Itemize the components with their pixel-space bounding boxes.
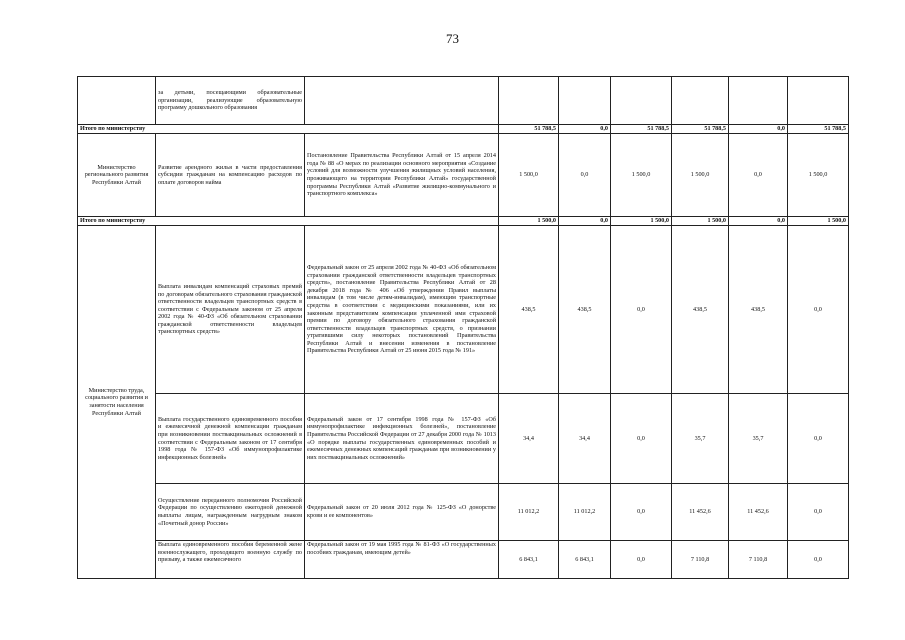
ministry-cell bbox=[78, 77, 156, 125]
total-row bbox=[78, 125, 849, 134]
value-cell: 438,5 bbox=[499, 226, 559, 394]
total-value: 0,0 bbox=[559, 217, 611, 226]
total-value: 0,0 bbox=[729, 125, 788, 134]
value-cell: 0,0 bbox=[611, 394, 672, 484]
total-label: Итого по министерству bbox=[78, 125, 499, 134]
total-value: 51 788,5 bbox=[499, 125, 559, 134]
total-value: 0,0 bbox=[559, 125, 611, 134]
value-cell: 0,0 bbox=[611, 541, 672, 579]
purpose-cell: Выплата единовременного пособия беременной жене военнослужащего, проходящего военную службу по призыву, а также ежемесячного bbox=[156, 541, 305, 579]
value-cell bbox=[788, 77, 849, 125]
table-row bbox=[78, 134, 849, 217]
total-label: Итого по министерству bbox=[78, 217, 499, 226]
basis-cell: Федеральный закон от 25 апреля 2002 года № 40-ФЗ «Об обязательном страховании гражданской ответственности владельцев транспортных средств», постановление Правительства Республики Алтай от 28 декабря 2018 года № 406 «Об утверждении Правил выплаты инвалидам (в том числе детям-инвалидам), имеющим транспортные средства в соответствии с медицинскими показаниями, или их законным представителям компенсации уплаченной ими страховой премии по договору обязательного страхования гражданской ответственности владельцев транспортных средств, о признании утратившими силу некоторых постановлений Правительства Республики Алтай и внесении изменения в постановление Правительства Республики Алтай от 25 июня 2015 года № 191» bbox=[305, 226, 499, 394]
value-cell: 0,0 bbox=[788, 484, 849, 541]
value-cell: 0,0 bbox=[611, 226, 672, 394]
value-cell: 1 500,0 bbox=[499, 134, 559, 217]
purpose-cell: Осуществление переданного полномочия Российской Федерации по осуществлению ежегодной денежной выплаты лицам, награжденным нагрудным знаком «Почетный донор России» bbox=[156, 484, 305, 541]
purpose-cell: Выплата инвалидам компенсаций страховых премий по договорам обязательного страхования гражданской ответственности владельцев транспортных средств в соответствии с Федеральным законом от 25 апреля 2002 года № 40-ФЗ «Об обязательном страховании гражданской ответственности владельцев транспортных средств» bbox=[156, 226, 305, 394]
value-cell: 0,0 bbox=[611, 484, 672, 541]
purpose-cell: Выплата государственного единовременного пособия и ежемесячной денежной компенсации гражданам при возникновении поствакцинальных осложнений в соответствии с Федеральным законом от 17 сентября 1998 года № 157-ФЗ «Об иммунопрофилактике инфекционных болезней» bbox=[156, 394, 305, 484]
value-cell: 11 452,6 bbox=[672, 484, 729, 541]
value-cell: 11 452,6 bbox=[729, 484, 788, 541]
value-cell: 35,7 bbox=[672, 394, 729, 484]
purpose-cell: Развитие арендного жилья в части предоставления субсидии гражданам на компенсацию расходов по оплате договоров найма bbox=[156, 134, 305, 217]
total-value: 51 788,5 bbox=[672, 125, 729, 134]
total-value: 51 788,5 bbox=[788, 125, 849, 134]
value-cell: 7 110,8 bbox=[729, 541, 788, 579]
value-cell: 34,4 bbox=[559, 394, 611, 484]
ministry-cell: Министерство труда, социального развития и занятости населения Республики Алтай bbox=[78, 226, 156, 579]
value-cell: 438,5 bbox=[672, 226, 729, 394]
value-cell bbox=[611, 77, 672, 125]
total-value: 0,0 bbox=[729, 217, 788, 226]
budget-table bbox=[77, 76, 849, 579]
value-cell bbox=[559, 77, 611, 125]
table-row bbox=[78, 484, 849, 541]
total-row bbox=[78, 217, 849, 226]
page-number: 73 bbox=[446, 31, 459, 46]
value-cell bbox=[672, 77, 729, 125]
total-value: 51 788,5 bbox=[611, 125, 672, 134]
total-value: 1 500,0 bbox=[672, 217, 729, 226]
purpose-cell: за детьми, посещающими образовательные организации, реализующие образовательную программу дошкольного образования bbox=[156, 77, 305, 125]
table-row bbox=[78, 541, 849, 579]
basis-cell: Постановление Правительства Республики Алтай от 15 апреля 2014 года № 88 «О мерах по реализации основного мероприятия «Создание условий для возможности улучшения жилищных условий населения, проживающего на территории Республики Алтай» государственной программы Республики Алтай «Развитие жилищно-коммунального и транспортного комплекса» bbox=[305, 134, 499, 217]
table-row bbox=[78, 394, 849, 484]
value-cell: 7 110,8 bbox=[672, 541, 729, 579]
value-cell: 11 012,2 bbox=[499, 484, 559, 541]
value-cell: 6 843,1 bbox=[499, 541, 559, 579]
value-cell: 35,7 bbox=[729, 394, 788, 484]
value-cell: 6 843,1 bbox=[559, 541, 611, 579]
total-value: 1 500,0 bbox=[611, 217, 672, 226]
value-cell: 0,0 bbox=[788, 541, 849, 579]
total-value: 1 500,0 bbox=[788, 217, 849, 226]
basis-cell: Федеральный закон от 20 июля 2012 года № 125-ФЗ «О донорстве крови и ее компонентов» bbox=[305, 484, 499, 541]
value-cell: 1 500,0 bbox=[788, 134, 849, 217]
value-cell: 0,0 bbox=[559, 134, 611, 217]
value-cell: 438,5 bbox=[559, 226, 611, 394]
table-row bbox=[78, 77, 849, 125]
total-value: 1 500,0 bbox=[499, 217, 559, 226]
value-cell: 1 500,0 bbox=[611, 134, 672, 217]
basis-cell: Федеральный закон от 19 мая 1995 года № 81-ФЗ «О государственных пособиях гражданам, имеющим детей» bbox=[305, 541, 499, 579]
value-cell: 0,0 bbox=[788, 226, 849, 394]
ministry-cell: Министерство регионального развития Республики Алтай bbox=[78, 134, 156, 217]
value-cell: 34,4 bbox=[499, 394, 559, 484]
value-cell: 11 012,2 bbox=[559, 484, 611, 541]
value-cell: 1 500,0 bbox=[672, 134, 729, 217]
value-cell bbox=[729, 77, 788, 125]
value-cell: 0,0 bbox=[788, 394, 849, 484]
value-cell bbox=[499, 77, 559, 125]
value-cell: 438,5 bbox=[729, 226, 788, 394]
basis-cell bbox=[305, 77, 499, 125]
basis-cell: Федеральный закон от 17 сентября 1998 года № 157-ФЗ «Об иммунопрофилактике инфекционных болезней», постановление Правительства Российской Федерации от 27 декабря 2000 года № 1013 «О порядке выплаты государственных единовременных пособий и ежемесячных денежных компенсаций гражданам при возникновении у них поствакцинальных осложнений» bbox=[305, 394, 499, 484]
table-row bbox=[78, 226, 849, 394]
value-cell: 0,0 bbox=[729, 134, 788, 217]
